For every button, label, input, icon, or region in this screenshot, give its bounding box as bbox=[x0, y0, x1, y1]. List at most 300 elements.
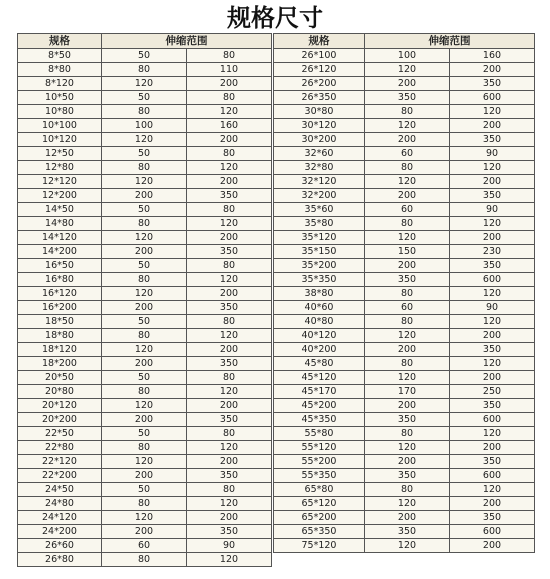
range-max-cell: 120 bbox=[450, 217, 535, 231]
table-row bbox=[18, 525, 272, 539]
page-title: 规格尺寸 bbox=[227, 4, 323, 32]
spec-cell: 30*200 bbox=[274, 133, 365, 147]
range-max-cell: 200 bbox=[187, 455, 272, 469]
range-min-cell: 50 bbox=[102, 147, 187, 161]
range-header: 伸缩范围 bbox=[102, 34, 272, 49]
range-max-cell: 200 bbox=[187, 287, 272, 301]
range-min-cell: 200 bbox=[102, 189, 187, 203]
table-row bbox=[274, 203, 535, 217]
range-max-cell: 350 bbox=[450, 189, 535, 203]
range-min-cell: 80 bbox=[365, 357, 450, 371]
range-max-cell: 120 bbox=[450, 105, 535, 119]
spec-cell: 65*200 bbox=[274, 511, 365, 525]
table-row bbox=[274, 245, 535, 259]
table-row bbox=[18, 511, 272, 525]
spec-cell: 38*80 bbox=[274, 287, 365, 301]
table-row bbox=[274, 399, 535, 413]
range-min-cell: 80 bbox=[365, 287, 450, 301]
spec-cell: 20*200 bbox=[18, 413, 102, 427]
spec-cell: 14*50 bbox=[18, 203, 102, 217]
table-row bbox=[18, 539, 272, 553]
spec-cell: 10*50 bbox=[18, 91, 102, 105]
range-max-cell: 120 bbox=[187, 161, 272, 175]
range-max-cell: 350 bbox=[187, 413, 272, 427]
table-row bbox=[274, 469, 535, 483]
range-min-cell: 120 bbox=[365, 329, 450, 343]
table-row bbox=[274, 105, 535, 119]
range-max-cell: 350 bbox=[450, 511, 535, 525]
spec-cell: 12*80 bbox=[18, 161, 102, 175]
range-min-cell: 350 bbox=[365, 91, 450, 105]
range-max-cell: 90 bbox=[450, 301, 535, 315]
spec-cell: 26*60 bbox=[18, 539, 102, 553]
range-min-cell: 200 bbox=[365, 77, 450, 91]
spec-cell: 30*120 bbox=[274, 119, 365, 133]
spec-cell: 35*80 bbox=[274, 217, 365, 231]
range-min-cell: 120 bbox=[102, 133, 187, 147]
table-row bbox=[18, 105, 272, 119]
range-min-cell: 100 bbox=[365, 49, 450, 63]
range-max-cell: 120 bbox=[450, 161, 535, 175]
range-max-cell: 600 bbox=[450, 413, 535, 427]
range-max-cell: 160 bbox=[187, 119, 272, 133]
spec-cell: 10*120 bbox=[18, 133, 102, 147]
range-min-cell: 60 bbox=[365, 203, 450, 217]
range-min-cell: 120 bbox=[102, 231, 187, 245]
table-row bbox=[274, 231, 535, 245]
range-min-cell: 120 bbox=[102, 343, 187, 357]
spec-cell: 22*50 bbox=[18, 427, 102, 441]
range-min-cell: 50 bbox=[102, 203, 187, 217]
range-min-cell: 50 bbox=[102, 371, 187, 385]
range-max-cell: 200 bbox=[187, 175, 272, 189]
range-min-cell: 50 bbox=[102, 91, 187, 105]
spec-cell: 75*120 bbox=[274, 539, 365, 553]
table-row bbox=[274, 133, 535, 147]
range-max-cell: 600 bbox=[450, 469, 535, 483]
range-max-cell: 120 bbox=[187, 217, 272, 231]
spec-cell: 65*120 bbox=[274, 497, 365, 511]
range-min-cell: 120 bbox=[365, 175, 450, 189]
range-min-cell: 80 bbox=[102, 497, 187, 511]
spec-table-left bbox=[17, 33, 272, 567]
table-row bbox=[18, 217, 272, 231]
table-row bbox=[18, 553, 272, 567]
spec-cell: 22*80 bbox=[18, 441, 102, 455]
range-min-cell: 80 bbox=[102, 217, 187, 231]
spec-cell: 12*120 bbox=[18, 175, 102, 189]
range-max-cell: 250 bbox=[450, 385, 535, 399]
table-row bbox=[18, 441, 272, 455]
range-min-cell: 120 bbox=[365, 371, 450, 385]
table-row bbox=[18, 245, 272, 259]
range-min-cell: 200 bbox=[365, 189, 450, 203]
range-max-cell: 350 bbox=[450, 133, 535, 147]
range-min-cell: 200 bbox=[102, 469, 187, 483]
range-max-cell: 350 bbox=[187, 469, 272, 483]
range-max-cell: 200 bbox=[187, 511, 272, 525]
spec-cell: 55*200 bbox=[274, 455, 365, 469]
range-min-cell: 50 bbox=[102, 259, 187, 273]
spec-cell: 26*350 bbox=[274, 91, 365, 105]
range-min-cell: 60 bbox=[365, 301, 450, 315]
table-row bbox=[274, 259, 535, 273]
spec-cell: 24*50 bbox=[18, 483, 102, 497]
range-max-cell: 600 bbox=[450, 273, 535, 287]
range-max-cell: 80 bbox=[187, 371, 272, 385]
range-max-cell: 120 bbox=[187, 441, 272, 455]
range-max-cell: 200 bbox=[187, 399, 272, 413]
table-row bbox=[18, 133, 272, 147]
range-min-cell: 120 bbox=[102, 77, 187, 91]
spec-cell: 45*120 bbox=[274, 371, 365, 385]
range-min-cell: 80 bbox=[102, 441, 187, 455]
spec-cell: 22*200 bbox=[18, 469, 102, 483]
spec-cell: 16*200 bbox=[18, 301, 102, 315]
table-row bbox=[274, 147, 535, 161]
spec-cell: 30*80 bbox=[274, 105, 365, 119]
spec-cell: 55*80 bbox=[274, 427, 365, 441]
table-row bbox=[274, 91, 535, 105]
table-row bbox=[18, 147, 272, 161]
spec-cell: 12*200 bbox=[18, 189, 102, 203]
table-row bbox=[274, 413, 535, 427]
spec-cell: 35*150 bbox=[274, 245, 365, 259]
range-max-cell: 120 bbox=[187, 497, 272, 511]
spec-cell: 40*200 bbox=[274, 343, 365, 357]
table-row bbox=[274, 175, 535, 189]
table-row bbox=[274, 539, 535, 553]
spec-header: 规格 bbox=[274, 34, 365, 49]
table-row bbox=[18, 357, 272, 371]
range-min-cell: 50 bbox=[102, 49, 187, 63]
table-row bbox=[18, 301, 272, 315]
table-header-row bbox=[274, 34, 535, 49]
range-max-cell: 350 bbox=[450, 343, 535, 357]
range-max-cell: 120 bbox=[187, 553, 272, 567]
range-min-cell: 200 bbox=[102, 245, 187, 259]
range-max-cell: 90 bbox=[187, 539, 272, 553]
spec-cell: 26*200 bbox=[274, 77, 365, 91]
range-max-cell: 80 bbox=[187, 427, 272, 441]
table-row bbox=[274, 371, 535, 385]
range-min-cell: 120 bbox=[365, 63, 450, 77]
range-max-cell: 200 bbox=[450, 175, 535, 189]
range-min-cell: 200 bbox=[102, 357, 187, 371]
range-min-cell: 80 bbox=[365, 217, 450, 231]
range-min-cell: 80 bbox=[102, 273, 187, 287]
table-row bbox=[18, 315, 272, 329]
range-min-cell: 200 bbox=[365, 133, 450, 147]
range-max-cell: 350 bbox=[450, 399, 535, 413]
spec-cell: 14*200 bbox=[18, 245, 102, 259]
spec-cell: 32*80 bbox=[274, 161, 365, 175]
range-min-cell: 200 bbox=[365, 399, 450, 413]
range-min-cell: 200 bbox=[365, 259, 450, 273]
table-row bbox=[18, 189, 272, 203]
spec-cell: 45*200 bbox=[274, 399, 365, 413]
table-row bbox=[18, 63, 272, 77]
range-min-cell: 350 bbox=[365, 469, 450, 483]
range-min-cell: 80 bbox=[365, 483, 450, 497]
range-max-cell: 200 bbox=[450, 497, 535, 511]
spec-cell: 12*50 bbox=[18, 147, 102, 161]
range-min-cell: 120 bbox=[102, 455, 187, 469]
table-row bbox=[274, 63, 535, 77]
range-max-cell: 600 bbox=[450, 525, 535, 539]
spec-cell: 18*80 bbox=[18, 329, 102, 343]
range-max-cell: 350 bbox=[450, 259, 535, 273]
table-row bbox=[274, 497, 535, 511]
spec-cell: 45*170 bbox=[274, 385, 365, 399]
table-row bbox=[18, 343, 272, 357]
table-row bbox=[18, 497, 272, 511]
range-min-cell: 60 bbox=[365, 147, 450, 161]
range-max-cell: 350 bbox=[187, 245, 272, 259]
table-row bbox=[274, 511, 535, 525]
range-max-cell: 350 bbox=[187, 301, 272, 315]
range-min-cell: 200 bbox=[102, 301, 187, 315]
range-max-cell: 120 bbox=[187, 329, 272, 343]
range-min-cell: 120 bbox=[365, 539, 450, 553]
table-row bbox=[18, 413, 272, 427]
table-row bbox=[274, 301, 535, 315]
table-row bbox=[18, 329, 272, 343]
range-min-cell: 80 bbox=[102, 385, 187, 399]
spec-cell: 8*50 bbox=[18, 49, 102, 63]
table-row bbox=[274, 357, 535, 371]
range-max-cell: 120 bbox=[450, 315, 535, 329]
range-max-cell: 200 bbox=[450, 63, 535, 77]
range-max-cell: 80 bbox=[187, 147, 272, 161]
range-min-cell: 120 bbox=[102, 175, 187, 189]
range-max-cell: 230 bbox=[450, 245, 535, 259]
table-row bbox=[18, 287, 272, 301]
table-row bbox=[18, 161, 272, 175]
spec-cell: 22*120 bbox=[18, 455, 102, 469]
table-row bbox=[18, 455, 272, 469]
spec-cell: 26*100 bbox=[274, 49, 365, 63]
spec-cell: 20*120 bbox=[18, 399, 102, 413]
table-row bbox=[274, 49, 535, 63]
table-row bbox=[18, 385, 272, 399]
range-min-cell: 80 bbox=[365, 105, 450, 119]
range-max-cell: 120 bbox=[187, 105, 272, 119]
range-min-cell: 50 bbox=[102, 315, 187, 329]
range-max-cell: 200 bbox=[187, 231, 272, 245]
table-row bbox=[274, 455, 535, 469]
spec-cell: 40*80 bbox=[274, 315, 365, 329]
spec-cell: 65*80 bbox=[274, 483, 365, 497]
range-min-cell: 120 bbox=[365, 231, 450, 245]
spec-header: 规格 bbox=[18, 34, 102, 49]
range-max-cell: 110 bbox=[187, 63, 272, 77]
table-row bbox=[18, 231, 272, 245]
range-max-cell: 200 bbox=[187, 343, 272, 357]
range-max-cell: 350 bbox=[187, 357, 272, 371]
spec-cell: 16*80 bbox=[18, 273, 102, 287]
range-min-cell: 50 bbox=[102, 483, 187, 497]
range-min-cell: 120 bbox=[365, 119, 450, 133]
range-max-cell: 80 bbox=[187, 91, 272, 105]
range-max-cell: 350 bbox=[187, 189, 272, 203]
table-row bbox=[274, 441, 535, 455]
spec-cell: 45*80 bbox=[274, 357, 365, 371]
table-row bbox=[18, 273, 272, 287]
range-min-cell: 120 bbox=[102, 287, 187, 301]
table-row bbox=[18, 77, 272, 91]
spec-table-right bbox=[273, 33, 535, 553]
range-max-cell: 200 bbox=[450, 231, 535, 245]
spec-cell: 40*60 bbox=[274, 301, 365, 315]
range-min-cell: 80 bbox=[102, 63, 187, 77]
range-max-cell: 120 bbox=[187, 273, 272, 287]
spec-cell: 40*120 bbox=[274, 329, 365, 343]
range-max-cell: 80 bbox=[187, 315, 272, 329]
spec-cell: 65*350 bbox=[274, 525, 365, 539]
spec-cell: 35*200 bbox=[274, 259, 365, 273]
spec-cell: 8*80 bbox=[18, 63, 102, 77]
spec-cell: 10*100 bbox=[18, 119, 102, 133]
range-max-cell: 90 bbox=[450, 147, 535, 161]
table-row bbox=[18, 91, 272, 105]
spec-cell: 10*80 bbox=[18, 105, 102, 119]
table-row bbox=[274, 189, 535, 203]
table-row bbox=[274, 315, 535, 329]
table-row bbox=[274, 161, 535, 175]
table-row bbox=[274, 217, 535, 231]
table-row bbox=[18, 259, 272, 273]
table-row bbox=[274, 119, 535, 133]
range-max-cell: 120 bbox=[187, 385, 272, 399]
range-min-cell: 350 bbox=[365, 413, 450, 427]
range-max-cell: 80 bbox=[187, 49, 272, 63]
spec-cell: 45*350 bbox=[274, 413, 365, 427]
spec-cell: 16*50 bbox=[18, 259, 102, 273]
range-min-cell: 80 bbox=[102, 161, 187, 175]
table-row bbox=[18, 203, 272, 217]
range-max-cell: 350 bbox=[450, 77, 535, 91]
range-min-cell: 60 bbox=[102, 539, 187, 553]
table-header-row bbox=[18, 34, 272, 49]
range-max-cell: 200 bbox=[187, 133, 272, 147]
table-row bbox=[18, 483, 272, 497]
range-min-cell: 80 bbox=[102, 329, 187, 343]
range-min-cell: 120 bbox=[365, 441, 450, 455]
range-min-cell: 50 bbox=[102, 427, 187, 441]
range-header: 伸缩范围 bbox=[365, 34, 535, 49]
range-min-cell: 350 bbox=[365, 525, 450, 539]
table-row bbox=[274, 77, 535, 91]
spec-cell: 14*120 bbox=[18, 231, 102, 245]
spec-cell: 18*200 bbox=[18, 357, 102, 371]
table-row bbox=[18, 427, 272, 441]
spec-cell: 24*200 bbox=[18, 525, 102, 539]
range-max-cell: 80 bbox=[187, 203, 272, 217]
table-row bbox=[274, 343, 535, 357]
range-min-cell: 170 bbox=[365, 385, 450, 399]
spec-cell: 18*120 bbox=[18, 343, 102, 357]
range-max-cell: 90 bbox=[450, 203, 535, 217]
table-row bbox=[18, 175, 272, 189]
table-row bbox=[18, 49, 272, 63]
spec-cell: 14*80 bbox=[18, 217, 102, 231]
spec-cell: 26*120 bbox=[274, 63, 365, 77]
range-min-cell: 80 bbox=[365, 315, 450, 329]
table-row bbox=[274, 483, 535, 497]
table-row bbox=[274, 427, 535, 441]
table-row bbox=[18, 371, 272, 385]
range-max-cell: 200 bbox=[450, 329, 535, 343]
range-max-cell: 80 bbox=[187, 483, 272, 497]
range-min-cell: 80 bbox=[102, 553, 187, 567]
range-min-cell: 200 bbox=[365, 455, 450, 469]
table-row bbox=[274, 329, 535, 343]
range-max-cell: 120 bbox=[450, 287, 535, 301]
range-min-cell: 200 bbox=[102, 525, 187, 539]
range-max-cell: 600 bbox=[450, 91, 535, 105]
range-min-cell: 120 bbox=[102, 399, 187, 413]
range-min-cell: 120 bbox=[365, 497, 450, 511]
range-min-cell: 350 bbox=[365, 273, 450, 287]
range-min-cell: 80 bbox=[102, 105, 187, 119]
table-row bbox=[18, 469, 272, 483]
range-min-cell: 200 bbox=[365, 511, 450, 525]
spec-cell: 20*50 bbox=[18, 371, 102, 385]
range-min-cell: 200 bbox=[365, 343, 450, 357]
spec-cell: 16*120 bbox=[18, 287, 102, 301]
range-max-cell: 350 bbox=[450, 455, 535, 469]
table-row bbox=[274, 385, 535, 399]
spec-cell: 20*80 bbox=[18, 385, 102, 399]
range-min-cell: 80 bbox=[365, 161, 450, 175]
spec-cell: 35*120 bbox=[274, 231, 365, 245]
range-min-cell: 150 bbox=[365, 245, 450, 259]
table-row bbox=[18, 119, 272, 133]
spec-cell: 32*60 bbox=[274, 147, 365, 161]
range-max-cell: 120 bbox=[450, 357, 535, 371]
range-max-cell: 200 bbox=[450, 441, 535, 455]
spec-cell: 8*120 bbox=[18, 77, 102, 91]
range-min-cell: 80 bbox=[365, 427, 450, 441]
spec-cell: 55*350 bbox=[274, 469, 365, 483]
range-min-cell: 200 bbox=[102, 413, 187, 427]
spec-cell: 35*60 bbox=[274, 203, 365, 217]
table-row bbox=[18, 399, 272, 413]
spec-cell: 55*120 bbox=[274, 441, 365, 455]
table-row bbox=[274, 525, 535, 539]
range-min-cell: 100 bbox=[102, 119, 187, 133]
spec-cell: 32*120 bbox=[274, 175, 365, 189]
spec-cell: 35*350 bbox=[274, 273, 365, 287]
table-row bbox=[274, 287, 535, 301]
spec-cell: 18*50 bbox=[18, 315, 102, 329]
range-max-cell: 80 bbox=[187, 259, 272, 273]
range-max-cell: 200 bbox=[187, 77, 272, 91]
spec-cell: 26*80 bbox=[18, 553, 102, 567]
range-max-cell: 200 bbox=[450, 539, 535, 553]
table-row bbox=[274, 273, 535, 287]
range-max-cell: 120 bbox=[450, 483, 535, 497]
range-min-cell: 120 bbox=[102, 511, 187, 525]
spec-cell: 32*200 bbox=[274, 189, 365, 203]
range-max-cell: 200 bbox=[450, 119, 535, 133]
range-max-cell: 200 bbox=[450, 371, 535, 385]
range-max-cell: 160 bbox=[450, 49, 535, 63]
range-max-cell: 350 bbox=[187, 525, 272, 539]
spec-cell: 24*120 bbox=[18, 511, 102, 525]
range-max-cell: 120 bbox=[450, 427, 535, 441]
